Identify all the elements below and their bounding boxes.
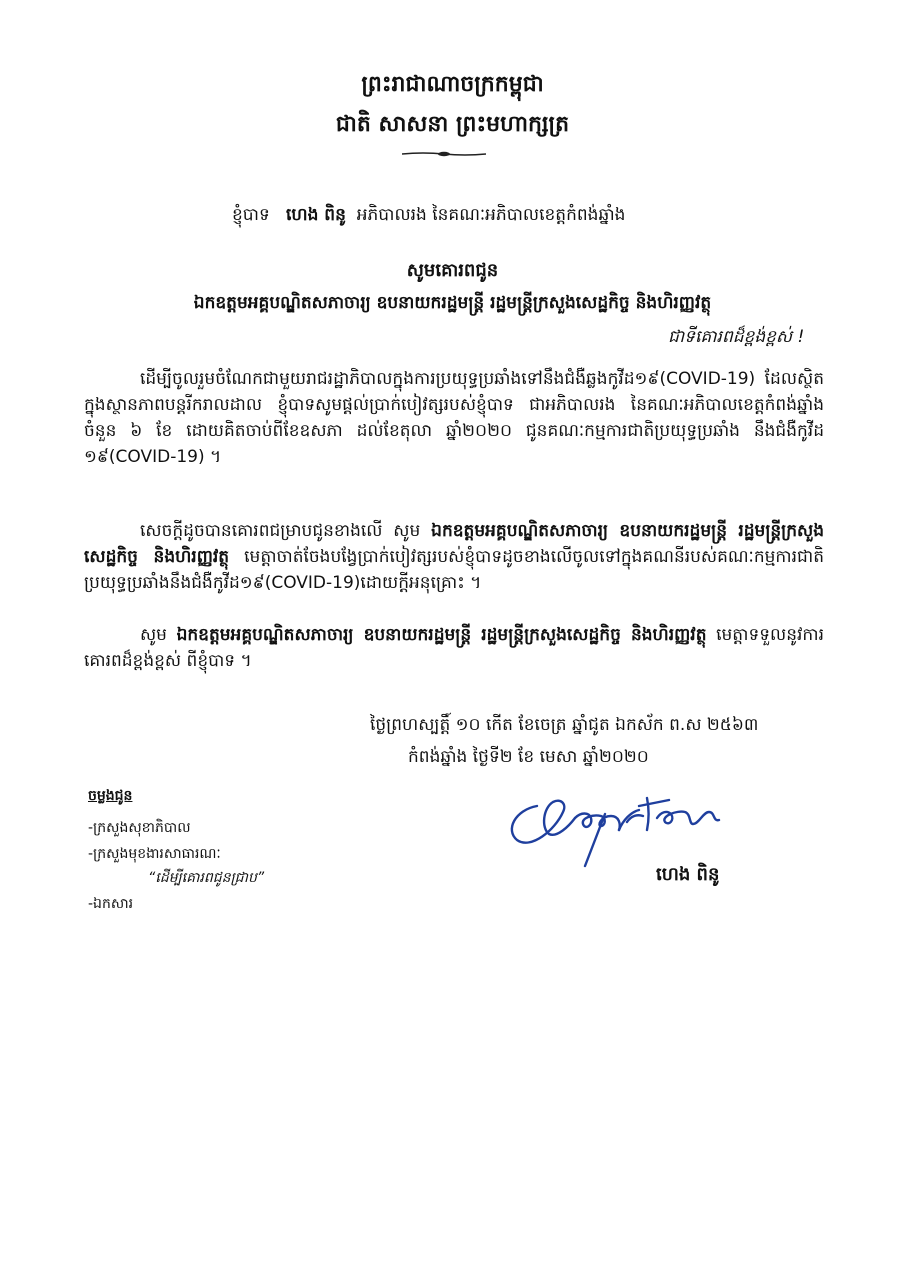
cc-item: -ក្រសួងសុខាភិបាល [88,820,191,836]
paragraph-3-end: មេត្តាទទួលនូវការគោរពដ៏ខ្ពង់ខ្ពស់ ពីខ្ញុំបាទ ។ [84,625,825,671]
paragraph-2-addressee: ឯកឧត្តមអគ្គបណ្ឌិតសភាចារ្យ ឧបនាយករដ្ឋមន្ត្រី រដ្ឋមន្ត្រីក្រសួងសេដ្ឋកិច្ច និងហិរញ្ញវត្ថុ [84,521,825,567]
paragraph-2-end: មេត្តាចាត់ចែងបង្វែប្រាក់បៀវត្សរបស់ខ្ញុំបាទដូចខាងលើចូលទៅក្នុងគណនីរបស់គណៈកម្មការជាតិប្រយុទ្ធប្រឆាំងនឹងជំងឺកូវីដ១៩(COVID-19)ដោយក្តីអនុគ្រោះ ។ [84,547,824,593]
respectfully-to: សូមគោរពជូន [406,260,499,281]
sender-title: អភិបាលរង នៃគណៈអភិបាលខេត្តកំពង់ឆ្នាំង [356,205,626,225]
national-motto: ជាតិ សាសនា ព្រះមហាក្សត្រ [335,112,570,137]
paragraph-2 [84,518,824,596]
paragraph-3-addressee: ឯកឧត្តមអគ្គបណ្ឌិតសភាចារ្យ ឧបនាយករដ្ឋមន្ត្រី រដ្ឋមន្ត្រីក្រសួងសេដ្ឋកិច្ច និងហិរញ្ញវត្ថុ [176,625,707,645]
sender-name: ហេង ពិនូ [286,205,346,225]
honorific: ជាទីគោរពដ៏ខ្ពង់ខ្ពស់ ! [668,327,805,347]
paragraph-3 [84,622,824,674]
paragraph-1-text: ដើម្បីចូលរួមចំណែកជាមួយរាជរដ្ឋាភិបាលក្នុងការប្រយុទ្ធប្រឆាំងទៅនឹងជំងឺឆ្លងកូវីដ១៩(COVID-19) ដែលស្ថិតក្នុងស្ថានភាពបន្តរីករាលដាល ខ្ញុំបាទសូមផ្តល់ប្រាក់បៀវត្សរបស់ខ្ញុំបាទ ជាអភិបាលរង នៃគណៈអភិបាលខេត្តកំពង់ឆ្នាំងចំនួន ៦ ខែ ដោយគិតចាប់ពីខែឧសភា ដល់ខែតុលា ឆ្នាំ២០២០ ជូនគណៈកម្មការជាតិប្រយុទ្ធប្រឆាំង នឹងជំងឺកូវីដ ១៩(COVID-19) ។ [84,369,824,467]
solar-date: កំពង់ឆ្នាំង ថ្ងៃទី២ ខែ មេសា ឆ្នាំ២០២០ [408,747,649,767]
cc-item: -ក្រសួងមុខងារសាធារណៈ [88,846,221,862]
paragraph-2-text [84,518,824,596]
signatory-name: ហេង ពិនូ [656,864,720,885]
paragraph-3-start: សូម [140,625,167,645]
lunar-date: ថ្ងៃព្រហស្បត្តិ៍ ១០ កើត ខែចេត្រ ឆ្នាំជូត ឯកស័ក ព.ស ២៥៦៣ [370,715,759,735]
sender-prefix: ខ្ញុំបាទ [232,205,270,225]
sender-line [232,204,625,229]
paragraph-3-text [84,622,824,674]
divider-ornament [402,149,486,159]
kingdom-heading: ព្រះរាជាណាចក្រកម្ពុជា [361,72,544,97]
paragraph-2-start: សេចក្តីដូចបានគោរពជម្រាបជូនខាងលើ សូម [140,521,421,541]
addressee: ឯកឧត្តមអគ្គបណ្ឌិតសភាចារ្យ ឧបនាយករដ្ឋមន្ត្រី រដ្ឋមន្ត្រីក្រសួងសេដ្ឋកិច្ច និងហិរញ្ញវត្ថុ [193,293,712,313]
cc-title: ចម្លងជូន [88,788,133,804]
cc-item: -ឯកសារ [88,896,134,912]
paragraph-1 [84,366,824,470]
cc-item-note: “ដើម្បីគោរពជូនជ្រាប” [148,870,265,886]
